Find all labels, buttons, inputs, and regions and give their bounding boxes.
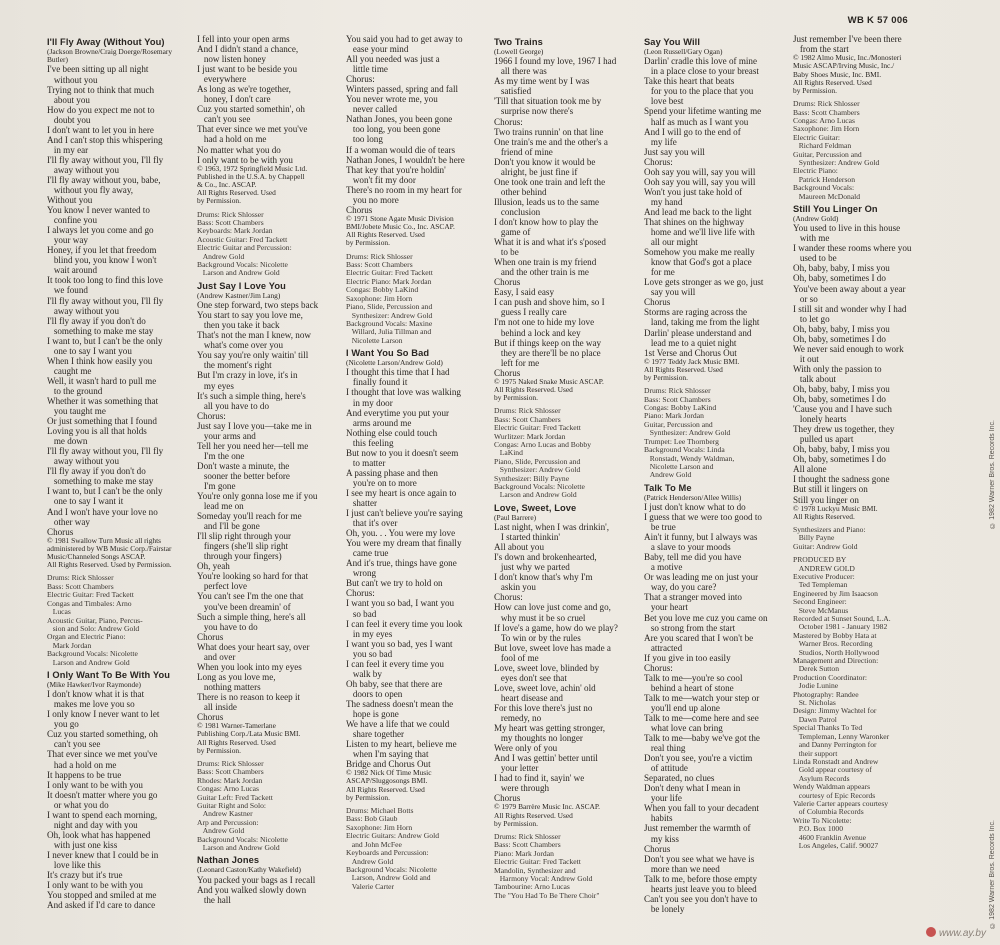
column-3 xyxy=(346,34,484,934)
lyric-line: 'Cause you and I have such lonely hearts xyxy=(793,404,892,425)
lyric-line: The sadness doesn't mean the hope is gone xyxy=(346,698,454,719)
songwriter-credit: © 1977 Teddy Jack Music BMI. All Rights Reserved. Used by Permission. xyxy=(644,356,740,383)
lyric-line: I thought this time that I had finally found it xyxy=(346,367,450,388)
songwriter-credit: © 1963, 1972 Springfield Music Ltd. Published in the U.S.A. by Chappell & Co., Inc. ASCAP. All Rights Reserved. Used by Permission. xyxy=(197,163,308,206)
lyric-line: Oh, baby, sometimes I do xyxy=(793,454,886,465)
lyric-line: I only know I never want to let you go xyxy=(47,709,160,730)
lyric-line: You used to live in this house with me xyxy=(793,223,901,244)
lyric-line: Talk to me, before those empty hearts just leave you to bleed xyxy=(644,873,758,894)
lyric-line: Love gets stronger as we go, just say you will xyxy=(644,277,764,298)
lyric-line: You've been away about a year or so xyxy=(793,283,906,304)
lyric-line: Baby, tell me did you have a motive xyxy=(644,552,742,573)
songwriter-credit: (Leon Russell/Gary Ogan) xyxy=(644,47,723,57)
lyric-line: You start to say you love me, then you take it back xyxy=(197,310,303,331)
lyric-line: Nothing else could touch this feeling xyxy=(346,427,438,448)
musician-credits: Drums: Rick Shlosser Bass: Scott Chambers Congas: Bobby LaKind Piano: Mark Jordan Guitar, Percussion and Synthesizer: Andrew Gold Trumpet: Lee Thornberg Background Vocals: Linda Ronstadt, Wendy Waldman, Nicolette Larson and Andrew Gold xyxy=(644,386,735,480)
lyric-line: Chorus xyxy=(346,204,373,215)
lyric-line: Bet you love me cuz you came on so strong from the start xyxy=(644,612,768,633)
lyric-line: It happens to be true xyxy=(47,769,122,780)
lyric-line: Oh, baby, sometimes I do xyxy=(793,394,886,405)
lyric-line: It's crazy but it's true xyxy=(47,870,123,881)
lyric-line: I always let you come and go your way xyxy=(47,225,154,246)
lyric-line: Ooh say you will, say you will xyxy=(644,166,756,177)
lyric-line: Illusion, leads us to the same conclusion xyxy=(494,196,600,217)
lyric-line: Love, sweet love, blinded by eyes don't see that xyxy=(494,662,600,683)
lyric-line: Oh, baby, sometimes I do xyxy=(793,333,886,344)
song-title: I Want You So Bad xyxy=(346,348,430,359)
lyric-line: 1966 I found my love, 1967 I had all there was xyxy=(494,56,617,77)
lyric-line: Chorus xyxy=(494,793,521,804)
watermark-logo-icon xyxy=(926,927,936,937)
lyric-line: One step forward, two steps back xyxy=(197,300,319,311)
lyric-line: And I can't stop this whispering in my ear xyxy=(47,134,163,155)
lyric-line: Oh, baby, baby, I miss you xyxy=(793,263,890,274)
catalog-number: WB K 57 006 xyxy=(847,15,908,26)
lyric-line: Ain't it funny, but I always was a slave to your moods xyxy=(644,532,758,553)
lyric-line: If love's a game, how do we play? To win or by the rules xyxy=(494,622,618,643)
lyric-line: I fell into your open arms xyxy=(197,34,290,44)
lyric-line: Can't you see you don't have to be lonely xyxy=(644,893,758,914)
lyric-line: They drew us together, they pulled us apart xyxy=(793,424,895,445)
lyric-line: I only want to be with you xyxy=(197,154,293,165)
lyric-line: You said you had to get away to ease your mind xyxy=(346,34,463,55)
lyric-line: Whether it was something that you taught me xyxy=(47,396,159,417)
lyric-line: No matter what you do xyxy=(197,144,281,155)
lyric-line: That ever since we met you've had a hold on me xyxy=(47,749,158,770)
lyric-line: It took too long to find this love we found xyxy=(47,275,163,296)
lyric-line: Separated, no clues xyxy=(644,773,715,784)
lyric-line: I had to find it, sayin' we were through xyxy=(494,773,585,794)
lyric-line: You stopped and smiled at me xyxy=(47,890,157,901)
lyric-line: And asked if I'd care to dance xyxy=(47,900,156,911)
lyric-line: And it's true, things have gone wrong xyxy=(346,558,457,579)
song-title: Nathan Jones xyxy=(197,855,260,866)
songwriter-credit: © 1981 Warner-Tamerlane Publishing Corp./Lata Music BMI. All Rights Reserved. Used by Permission. xyxy=(197,721,301,755)
lyric-line: I'll fly away if you don't do something to make me stay xyxy=(47,466,154,487)
lyric-line: Talk to me—you're so cool behind a heart of stone xyxy=(644,672,743,693)
lyric-line: Chorus: xyxy=(346,74,375,85)
lyric-line: Winters passed, spring and fall xyxy=(346,84,459,95)
lyric-line: Bridge and Chorus Out xyxy=(346,759,431,770)
lyric-line: I'll fly away without you, I'll fly away without you xyxy=(47,154,164,175)
songwriter-credit: © 1982 Nick Of Time Music ASCAP/Sluggosongs BMI. All Rights Reserved. Used by Permission. xyxy=(346,768,432,802)
musician-credits: Drums: Rick Shlosser Bass: Scott Chambers Congas: Arno Lucas Saxophone: Jim Horn Electric Guitar: Richard Feldman Guitar, Percussion and Synthesizer: Andrew Gold Electric Piano: Patrick Henderson Background Vocals: Maureen McDonald xyxy=(793,99,880,201)
lyric-line: Last night, when I was drinkin', I started thinkin' xyxy=(494,522,610,543)
lyric-line: 'Till that situation took me by surprise now there's xyxy=(494,96,602,117)
lyric-line: Chorus: xyxy=(644,156,673,167)
lyric-line: Easy, I said easy xyxy=(494,287,555,298)
lyric-line: All about you xyxy=(494,542,545,553)
lyric-line: But now to you it doesn't seem to matter xyxy=(346,447,459,468)
lyric-line: I only want to be with you xyxy=(47,779,143,790)
lyric-line: Were only of you xyxy=(494,743,558,754)
lyric-line: I thought that love was walking in my door xyxy=(346,387,461,408)
lyric-line: We never said enough to work it out xyxy=(793,343,904,364)
lyric-line: Listen to my heart, believe me when I'm saying that xyxy=(346,739,457,760)
songwriter-credit: © 1975 Naked Snake Music ASCAP. All Rights Reserved. Used by Permission. xyxy=(494,376,604,403)
lyric-line: Are you scared that I won't be attracted xyxy=(644,632,754,653)
lyric-line: Storms are raging across the land, taking me from the light xyxy=(644,307,760,328)
lyric-line: A passing phase and then you're on to more xyxy=(346,467,438,488)
lyric-line: Talk to me—come here and see what love can bring xyxy=(644,712,759,734)
lyric-line: But still it lingers on xyxy=(793,484,868,495)
lyric-line: What it is and what it's s'posed to be xyxy=(494,237,606,258)
musician-credits: Drums: Rick Shlosser Bass: Scott Chambers Electric Guitar: Fred Tackett Wurlitzer: Mark Jordan Congas: Arno Lucas and Bobby LaKind Piano, Slide, Percussion and Synthesizer: Andrew Gold Synthesizer: Billy Payne Background Vocals: Nicolette Larson and Andrew Gold xyxy=(494,406,592,500)
lyric-line: Nathan Jones, you been gone too long, you been gone too long xyxy=(346,114,453,145)
lyric-line: But love, sweet love has made a fool of me xyxy=(494,642,611,663)
lyric-line: Trying not to think that much about you xyxy=(47,84,155,105)
lyric-line: Honey, if you let that freedom blind you, you know I won't wait around xyxy=(47,245,157,276)
lyric-line: Chorus xyxy=(47,526,74,537)
lyric-line: I can feel it every time you walk by xyxy=(346,658,444,679)
lyric-line: I just can't believe you're saying that it's over xyxy=(346,508,463,529)
lyric-line: Oh baby, see that there are doors to open xyxy=(346,678,443,699)
lyric-line: Cuz you started something, oh can't you see xyxy=(47,729,158,750)
lyric-line: I want to, but I can't be the only one to say I want it xyxy=(47,486,163,507)
lyric-line: How can love just come and go, why must it be so cruel xyxy=(494,602,611,623)
songwriter-credit: (Andrew Kastner/Jim Lang) xyxy=(197,290,281,300)
lyric-line: There's no room in my heart for you no more xyxy=(346,184,462,205)
lyric-line: You're looking so hard for that perfect love xyxy=(197,571,309,592)
lyric-line: All you needed was just a little time xyxy=(346,54,440,75)
lyric-line: I want to, but I can't be the only one to say I want you xyxy=(47,335,163,356)
song-title: Love, Sweet, Love xyxy=(494,502,577,513)
lyric-line: Don't waste a minute, the sooner the better before I'm gone xyxy=(197,460,290,491)
lyric-line: But can't we try to hold on xyxy=(346,578,443,589)
lyric-line: You say you're only waitin' till the moment's right xyxy=(197,350,309,371)
songwriter-credit: (Paul Barrere) xyxy=(494,512,537,522)
lyric-line: Oh, you. . . You were my love xyxy=(346,528,456,539)
lyric-line: You packed your bags as I recall xyxy=(197,874,316,885)
lyric-line: I's down and brokenhearted, just why we parted xyxy=(494,552,597,573)
lyric-line: All alone xyxy=(793,464,827,475)
lyric-line: I don't want to let you in here xyxy=(47,124,154,135)
lyric-line: Ooh say you will, say you will xyxy=(644,176,756,187)
lyric-line: Oh, baby, baby, I miss you xyxy=(793,383,890,394)
lyric-line: Somehow you make me really know that God's got a place for me xyxy=(644,247,755,278)
songwriter-credit: (Leonard Caston/Kathy Wakefield) xyxy=(197,865,301,875)
lyric-line: That key that you're holdin' won't fit my door xyxy=(346,164,446,185)
lyric-line: You can't see I'm the one that you've been dreamin' of xyxy=(197,591,304,612)
lyric-line: Just say you will xyxy=(644,146,705,157)
lyric-line: Oh, baby, baby, I miss you xyxy=(793,323,890,334)
musician-credits: Drums: Rick Shlosser Bass: Scott Chambers Piano: Mark Jordan Electric Guitar: Fred Tackett Mandolin, Synthesizer and Harmony Vocal: Andrew Gold Tambourine: Arno Lucas The "You Had To Be There Choir" xyxy=(494,832,600,900)
lyric-line: Long as you love me, nothing matters xyxy=(197,671,276,692)
lyric-line: Chorus xyxy=(644,297,671,308)
lyric-line: How do you expect me not to doubt you xyxy=(47,104,155,125)
songwriter-credit: (Patrick Henderson/Allee Willis) xyxy=(644,492,742,502)
songwriter-credit: © 1971 Stone Agate Music Division BMI/Jobete Music Co., Inc. ASCAP. All Rights Reserved. Used by Permission. xyxy=(346,213,455,248)
lyric-line: I'll fly away without you, I'll fly away without you xyxy=(47,295,164,316)
lyric-line: Just remember I've been there from the start xyxy=(793,34,902,55)
lyric-line: What does your heart say, over and over xyxy=(197,641,310,662)
lyric-line: There is no reason to keep it all inside xyxy=(197,691,301,712)
song-title: Talk To Me xyxy=(644,482,692,493)
songwriter-credit: © 1978 Luckyu Music BMI. All Rights Reserved. xyxy=(793,503,878,521)
lyric-line: I guess that we were too good to be true xyxy=(644,512,762,533)
lyric-line: I've been sitting up all night without you xyxy=(47,64,149,85)
lyric-line: Don't deny what I mean in your life xyxy=(644,783,741,804)
column-6 xyxy=(793,34,931,934)
lyric-line: I see my heart is once again to shatter xyxy=(346,487,457,508)
lyric-line: It doesn't matter where you go or what you do xyxy=(47,789,158,810)
lyric-line: When you look into my eyes xyxy=(197,661,302,672)
lyric-line: I'll fly away if you don't do something to make me stay xyxy=(47,315,154,336)
copyright-side-text: © 1982 Warner Bros. Records Inc. xyxy=(989,420,996,529)
lyric-line: Chorus xyxy=(197,712,224,723)
lyric-line: Chorus: xyxy=(197,410,226,421)
lyric-line: Won't you just take hold of my hand xyxy=(644,186,743,207)
song-title: I'll Fly Away (Without You) xyxy=(47,37,165,47)
song-title: Still You Linger On xyxy=(793,203,878,214)
lyric-line: Someday you'll reach for me and I'll be gone xyxy=(197,511,302,532)
lyric-line: I don't know that's why I'm askin you xyxy=(494,572,593,593)
lyric-line: You never wrote me, you never called xyxy=(346,94,438,115)
songwriter-credit: © 1982 Almo Music, Inc./Monosteri Music ASCAP/Irving Music, Inc./ Baby Shoes Music, Inc. BMI. All Rights Reserved. Used by Permission. xyxy=(793,53,902,95)
lyric-line: You're only gonna lose me if you lead me on xyxy=(197,491,318,512)
lyric-line: And you walked slowly down the hall xyxy=(197,884,307,905)
lyric-line: And I will go to the end of my life xyxy=(644,126,741,147)
songwriter-credit: © 1979 Barrère Music Inc. ASCAP. All Rights Reserved. Used by Permission. xyxy=(494,802,600,828)
lyric-line: I'll slip right through your fingers (she'll slip right through your fingers) xyxy=(197,531,292,562)
lyric-line: That shines on the highway home and we'll live life with all our might xyxy=(644,217,755,248)
lyric-line: Without you xyxy=(47,195,93,206)
lyric-line: I can push and shove him, so I guess I really care xyxy=(494,297,605,318)
lyric-line: Chorus: xyxy=(644,662,673,673)
lyric-line: As my time went by I was satisfied xyxy=(494,76,590,97)
lyric-line: Two trains runnin' on that line xyxy=(494,126,604,137)
lyric-line: Such a simple thing, here's all you have to do xyxy=(197,611,306,632)
lyric-line: Don't you see, you're a victim of attitude xyxy=(644,753,753,774)
lyric-line: Darlin' cradle this love of mine in a place close to your breast xyxy=(644,56,759,77)
lyric-line: Love, sweet love, achin' old heart disease and xyxy=(494,682,596,703)
lyric-line: And I didn't stand a chance, now listen honey xyxy=(197,44,299,65)
lyric-line: Well, it wasn't hard to pull me to the ground xyxy=(47,375,157,396)
lyric-line: Cuz you started somethin', oh can't you see xyxy=(197,104,305,125)
lyric-line: And I was gettin' better until your letter xyxy=(494,753,598,774)
lyric-line: I still sit and wonder why I had to let go xyxy=(793,303,907,324)
lyric-line: Nathan Jones, I wouldn't be here xyxy=(346,154,465,165)
lyric-line: Chorus: xyxy=(346,588,375,599)
lyric-line: Chorus xyxy=(644,843,671,854)
lyric-line: 1st Verse and Chorus Out xyxy=(644,347,737,358)
lyric-line: For this love there's just no remedy, no xyxy=(494,702,593,723)
column-2 xyxy=(197,34,335,934)
lyric-line: That a stranger moved into your heart xyxy=(644,592,742,613)
musician-credits: Drums: Rick Shlosser Bass: Scott Chambers Keyboards: Mark Jordan Acoustic Guitar: Fred Tackett Electric Guitar and Percussion: Andrew Gold Background Vocals: Nicolette Larson and Andrew Gold xyxy=(197,209,292,278)
column-4 xyxy=(494,34,632,934)
song-title: Two Trains xyxy=(494,37,543,47)
lyric-line: Darlin' please understand and lead me to a quiet night xyxy=(644,327,752,348)
lyric-line: I'll fly away without you, I'll fly away without you xyxy=(47,446,164,467)
lyric-line: But I'm crazy in love, it's in my eyes xyxy=(197,370,298,391)
lyric-line: That's not the man I knew, now what's come over you xyxy=(197,330,311,351)
lyric-line: If you give in too easily xyxy=(644,652,731,663)
lyric-line: That ever since we met you've had a hold on me xyxy=(197,124,308,145)
musician-credits: PRODUCED BY ANDREW GOLD Executive Producer: Ted Templeman Engineered by Jim Isaacson Second Engineer: Steve McManus Recorded at Sunset Sound, L.A. October 1981 - January 1982 Mastered by Bobby Hata at Warner Bros. Recording Studios, North Hollywood Management and Direction: Derek Sutton Production Coordinator: Jodie Lunine Photography: Randee St. Nicholas Design: Jimmy Wachtel for Dawn Patrol Special Thanks To Ted Templeman, Lenny Waronker and Danny Perrington for their support Linda Ronstadt and Andrew Gold appear courtesy of Asylum Records Wendy Waldman appears courtesy of Epic Records Valerie Carter appears courtesy of Columbia Records Write To Nicolette: P.O. Box 1000 4600 Franklin Avenue Los Angeles, Calif. 90027 xyxy=(793,555,891,850)
lyric-line: Oh, baby, baby, I miss you xyxy=(793,444,890,455)
songwriter-credit: © 1981 Swallow Turn Music all rights administered by WB Music Corp./Fairstar Music/Channeled Songs ASCAP. All Rights Reserved. Used by Permission. xyxy=(47,535,172,570)
lyric-line: When I think how easily you caught me xyxy=(47,355,153,376)
lyric-line: I don't know how to play the game of xyxy=(494,217,599,238)
lyric-line: Chorus: xyxy=(494,592,523,603)
lyric-line: Oh, baby, sometimes I do xyxy=(793,273,886,284)
lyric-line: One train's me and the other's a friend of mine xyxy=(494,136,608,157)
lyric-line: I'll fly away without you, babe, without you fly away, xyxy=(47,174,161,196)
lyric-line: Oh, look what has happened with just one kiss xyxy=(47,829,151,850)
lyric-line: Or just something that I found xyxy=(47,416,157,427)
lyric-line: Chorus xyxy=(197,631,224,642)
lyric-line: I just don't know what to do xyxy=(644,501,746,512)
lyric-line: And lead me back to the light xyxy=(644,206,752,217)
lyric-line: I just want to be beside you everywhere xyxy=(197,64,298,85)
watermark xyxy=(926,927,986,939)
lyric-line: I wander these rooms where you used to be xyxy=(793,243,912,264)
musician-credits: Drums: Rick Shlosser Bass: Scott Chambers Electric Guitar: Fred Tackett Congas and Timbales: Arno Lucas Acoustic Guitar, Piano, Percus- sion and Solo: Andrew Gold Organ and Electric Piano: Mark Jordan Background Vocals: Nicolette Larson and Andrew Gold xyxy=(47,573,143,667)
lyric-line: Chorus xyxy=(494,367,521,378)
songwriter-credit: (Lowell George) xyxy=(494,47,544,57)
lyric-line: My heart was getting stronger, my thoughts no longer xyxy=(494,723,606,744)
lyric-line: You were my dream that finally came true xyxy=(346,538,462,559)
lyric-line: Tell her you need her—tell me I'm the one xyxy=(197,440,309,461)
song-title: Just Say I Love You xyxy=(197,280,286,291)
songwriter-credit: (Mike Hawker/Ivor Raymonde) xyxy=(47,679,141,689)
lyric-line: And I won't have your love no other way xyxy=(47,506,158,527)
musician-credits: Drums: Michael Botts Bass: Bob Glaub Saxophone: Jim Horn Electric Guitars: Andrew Gold and John McFee Keyboards and Percussion: Andrew Gold Background Vocals: Nicolette Larson, Andrew Gold and Valerie Carter xyxy=(346,806,439,891)
lyric-line: Chorus: xyxy=(494,116,523,127)
musician-credits: Synthesizers and Piano: Billy Payne Guitar: Andrew Gold xyxy=(793,524,866,551)
lyric-line: Just remember the warmth of my kiss xyxy=(644,823,751,844)
lyric-line: One took one train and left the other behind xyxy=(494,176,606,197)
lyric-line: It's such a simple thing, here's all you have to do xyxy=(197,390,306,411)
lyric-line: But if things keep on the way they are there'll be no place left for me xyxy=(494,337,602,368)
lyric-line: Talk to me—watch your step or you'll end up alone xyxy=(644,692,760,713)
copyright-side-text-bottom: © 1982 Warner Bros. Records Inc. xyxy=(989,820,996,929)
lyric-line: We have a life that we could share together xyxy=(346,719,450,740)
lyric-line: Or was leading me on just your way, do you care? xyxy=(644,572,759,593)
lyric-line: I never knew that I could be in love like this xyxy=(47,849,159,870)
lyric-line: When one train is my friend and the other train is me xyxy=(494,257,597,278)
lyric-line: I can feel it every time you look in my eyes xyxy=(346,618,463,639)
lyric-line: Talk to me—baby we've got the real thing xyxy=(644,733,760,754)
lyric-line: And everytime you put your arms around me xyxy=(346,407,450,428)
lyric-line: Take this heart that beats for you to the place that you love best xyxy=(644,76,754,107)
lyric-line: Don't you know it would be alright, be just fine if xyxy=(494,156,596,177)
songwriter-credit: (Nicolette Larson/Andrew Gold) xyxy=(346,358,443,368)
lyric-line: I want to spend each morning, night and day with you xyxy=(47,809,158,830)
lyric-line: You know I never wanted to confine you xyxy=(47,205,150,226)
lyric-line: I want you so bad, yes I want you so bad xyxy=(346,638,453,659)
lyric-line: If a woman would die of tears xyxy=(346,144,456,155)
lyric-line: With only the passion to talk about xyxy=(793,363,882,384)
lyric-line: Just say I love you—take me in your arms and xyxy=(197,420,312,441)
column-1 xyxy=(47,34,185,934)
lyric-line: I want you so bad, I want you so bad xyxy=(346,598,455,619)
lyric-line: Don't you see what we have is more than we need xyxy=(644,853,755,874)
song-title: Say You Will xyxy=(644,37,701,47)
lyric-line: Chorus xyxy=(494,277,521,288)
lyric-line: I thought the sadness gone xyxy=(793,474,890,485)
watermark-text: www.ay.by xyxy=(938,928,986,939)
lyric-line: When you fall to your decadent habits xyxy=(644,803,759,824)
song-title: I Only Want To Be With You xyxy=(47,669,171,680)
lyric-line: Still you linger on xyxy=(793,494,859,505)
lyric-line: Oh, yeah xyxy=(197,561,230,572)
lyric-line: I don't know what it is that makes me love you so xyxy=(47,689,145,710)
songwriter-credit: (Andrew Gold) xyxy=(793,214,839,224)
lyric-line: As long as we're together, honey, I don't care xyxy=(197,84,291,105)
column-5 xyxy=(644,34,782,934)
lyric-line: Spend your lifetime wanting me half as much as I want you xyxy=(644,106,762,127)
musician-credits: Drums: Rick Shlosser Bass: Scott Chambers Rhodes: Mark Jordan Congas: Arno Lucas Guitar Left: Fred Tackett Guitar Right and Solo: Andrew Kastner Arp and Percussion: Andrew Gold Background Vocals: Nicolette Larson and Andrew Gold xyxy=(197,758,288,852)
lyric-line: I only want to be with you xyxy=(47,880,143,891)
lyric-line: Loving you is all that holds me down xyxy=(47,426,147,447)
musician-credits: Drums: Rick Shlosser Bass: Scott Chambers Electric Guitar: Fred Tackett Electric Piano: Mark Jordan Congas: Bobby LaKind Saxophone: Jim Horn Piano, Slide, Percussion and Synthesizer: Andrew Gold Background Vocals: Maxine Willard, Julia Tillman and Nicolette Larson xyxy=(346,251,433,345)
lyric-line: I'm not one to hide my love behind a lock and key xyxy=(494,317,595,338)
songwriter-credit: (Jackson Browne/Craig Doerge/Rosemary Butler) xyxy=(47,47,174,65)
